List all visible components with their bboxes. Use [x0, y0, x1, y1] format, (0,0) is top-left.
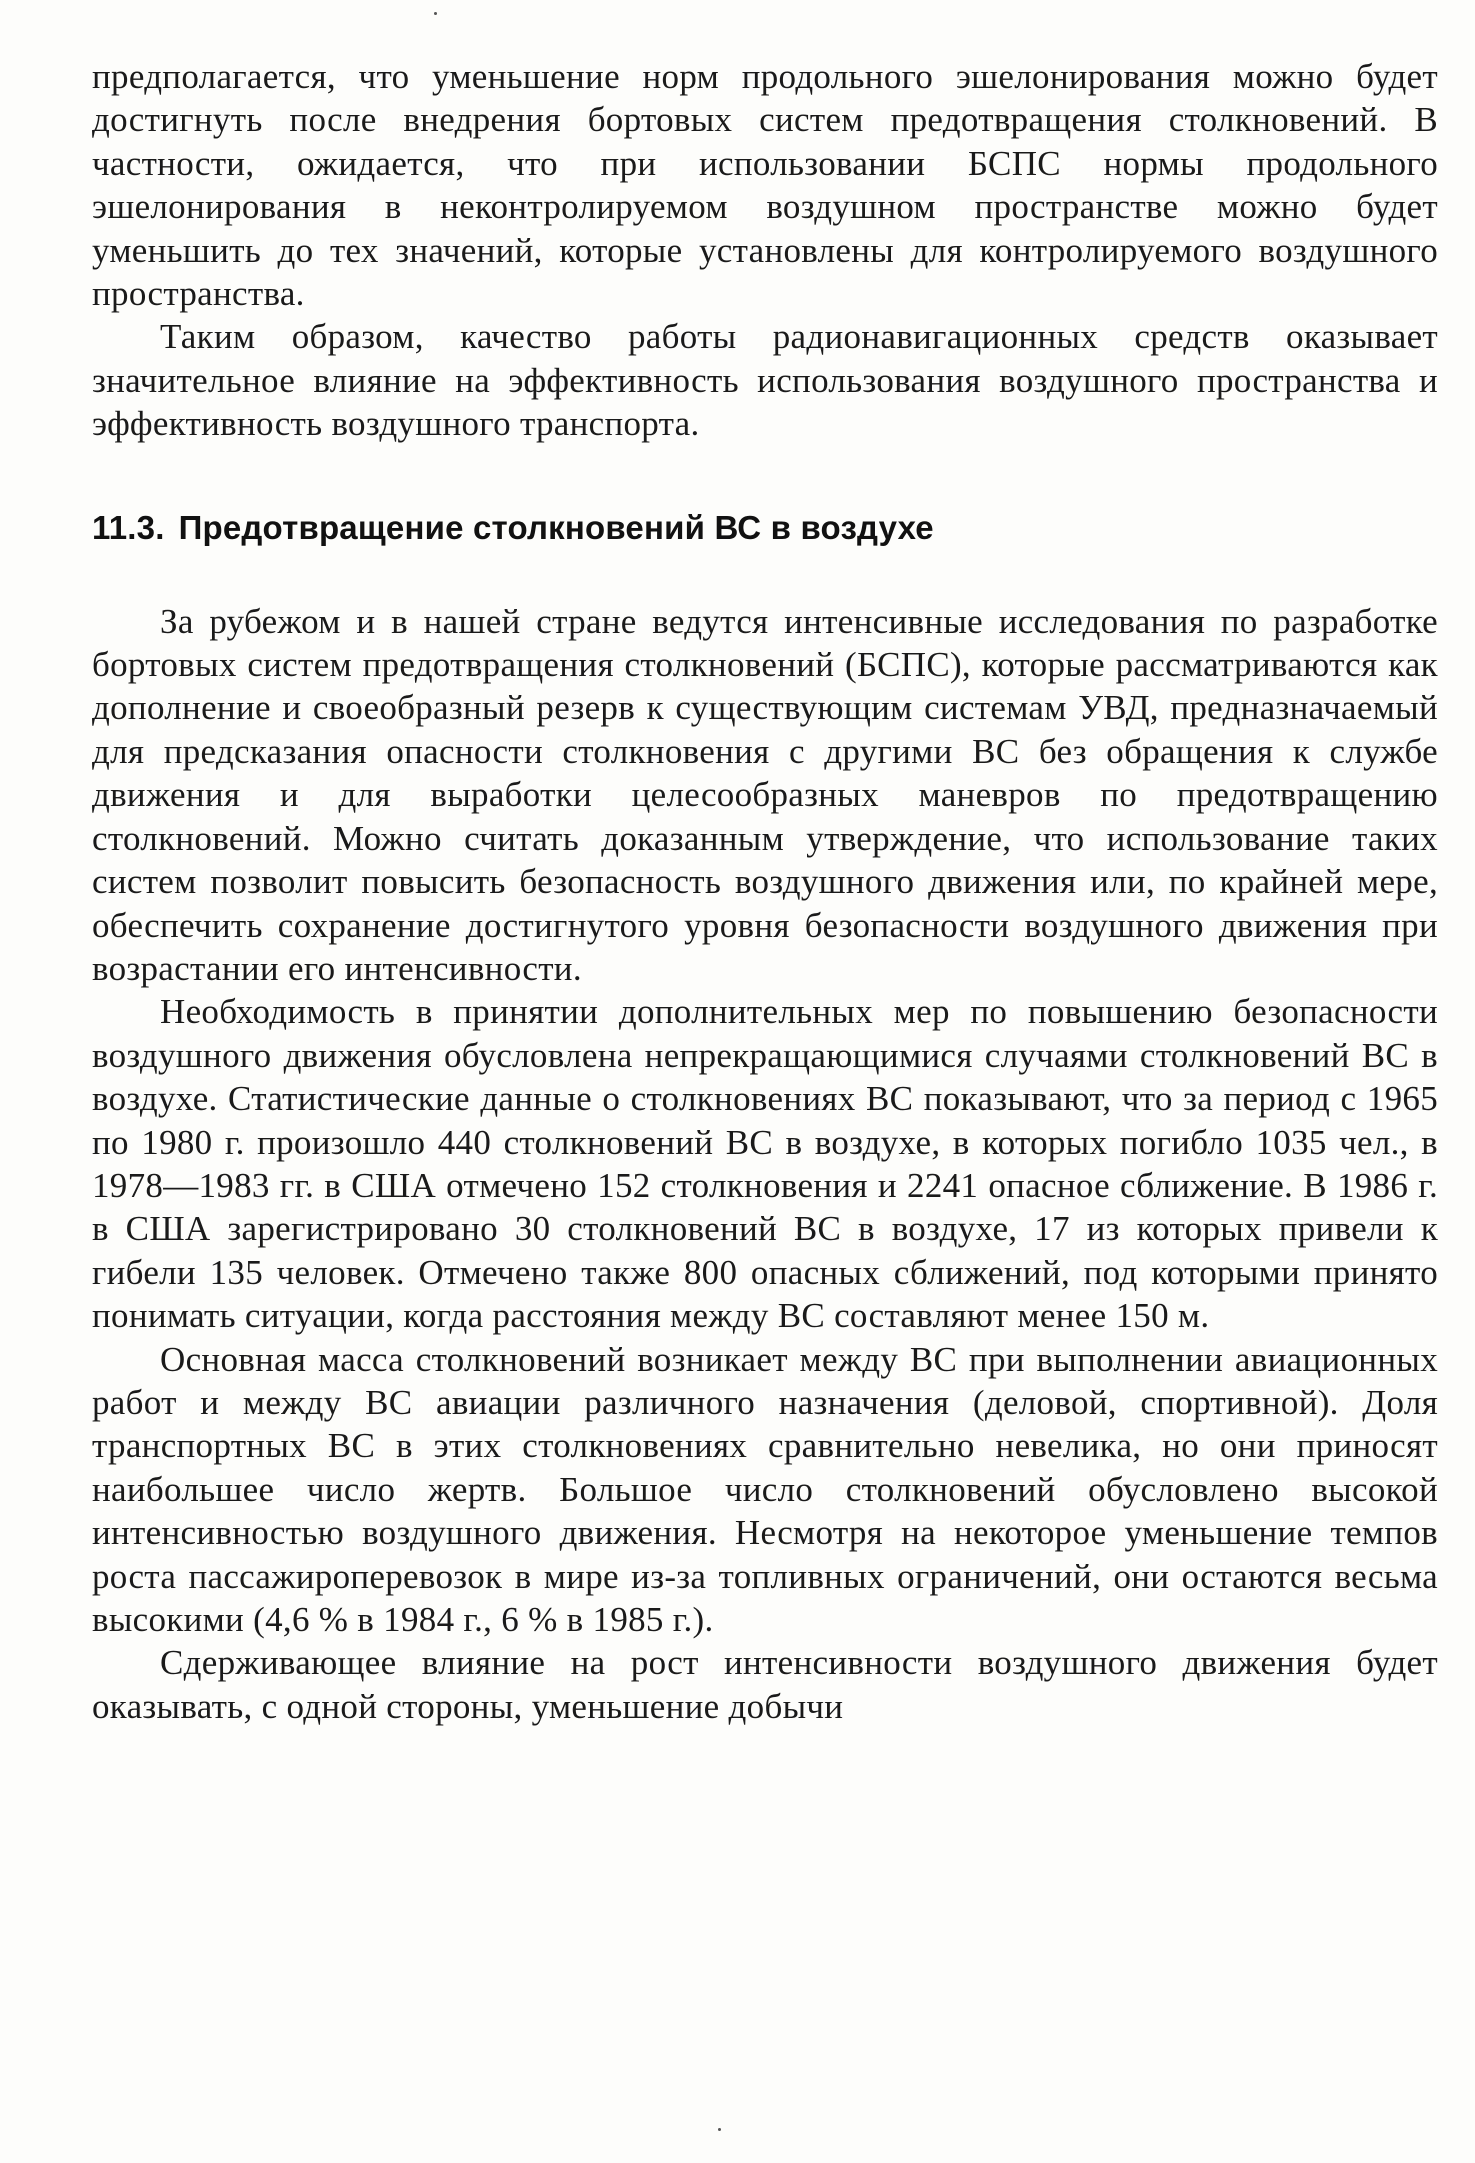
paragraph-statistics: Необходимость в принятии дополнительных мер по повышению безопасности воздушного движения обусловлена непрекращающимися случаями столкновений ВС в воздухе. Статистические данные о столкновениях ВС показывают, что за период с 1965 по 1980 г. произошло 440 столкновений ВС в воздухе, в которых погибло 1035 чел., в 1978—1983 гг. в США отмечено 152 столкновения и 2241 опасное сближение. В 1986 г. в США зарегистрировано 30 столкновений ВС в воздухе, 17 из которых привели к гибели 135 человек. Отмечено также 800 опасных сближений, под которыми принято понимать ситуации, когда расстояния между ВС составляют менее 150 м. [92, 992, 1438, 1336]
section-number: 11.3. [92, 508, 165, 546]
paragraph-continuation: предполагается, что уменьшение норм продольного эшелонирования можно будет достигнуть после внедрения бортовых систем предотвращения столкновений. В частности, ожидается, что при использовании БСПС нормы продольного эшелонирования в неконтролируемом воздушном пространстве можно будет уменьшить до тех значений, которые установлены для контролируемого воздушного пространства. [92, 57, 1438, 314]
page-content [92, 55, 1438, 1728]
paragraph-radionav-summary: Таким образом, качество работы радионавигационных средств оказывает значительное влияние на эффективность использования воздушного пространства и эффективность воздушного транспорта. [92, 317, 1438, 444]
scan-speck-top [434, 12, 437, 15]
section-heading [92, 508, 1438, 548]
paragraph-traffic-growth: Сдерживающее влияние на рост интенсивности воздушного движения будет оказывать, с одной стороны, уменьшение добычи [92, 1643, 1438, 1726]
section-title: Предотвращение столкновений ВС в воздухе [178, 508, 934, 546]
scan-speck-bottom [718, 2128, 721, 2131]
paragraph-research: За рубежом и в нашей стране ведутся интенсивные исследования по разработке бортовых систем предотвращения столкновений (БСПС), которые рассматриваются как дополнение и своеобразный резерв к существующим системам УВД, предназначаемый для предсказания опасности столкновения с другими ВС без обращения к службе движения и для выработки целесообразных маневров по предотвращению столкновений. Можно считать доказанным утверждение, что использование таких систем позволит повысить безопасность воздушного движения или, по крайней мере, обеспечить сохранение достигнутого уровня безопасности воздушного движения при возрастании его интенсивности. [92, 601, 1438, 988]
paragraph-collision-causes: Основная масса столкновений возникает между ВС при выполнении авиационных работ и между ВС авиации различного назначения (деловой, спортивной). Доля транспортных ВС в этих столкновениях сравнительно невелика, но они приносят наибольшее число жертв. Большое число столкновений обусловлено высокой интенсивностью воздушного движения. Несмотря на некоторое уменьшение темпов роста пассажироперевозок в мире из-за топливных ограничений, они остаются весьма высокими (4,6 % в 1984 г., 6 % в 1985 г.). [92, 1339, 1438, 1639]
